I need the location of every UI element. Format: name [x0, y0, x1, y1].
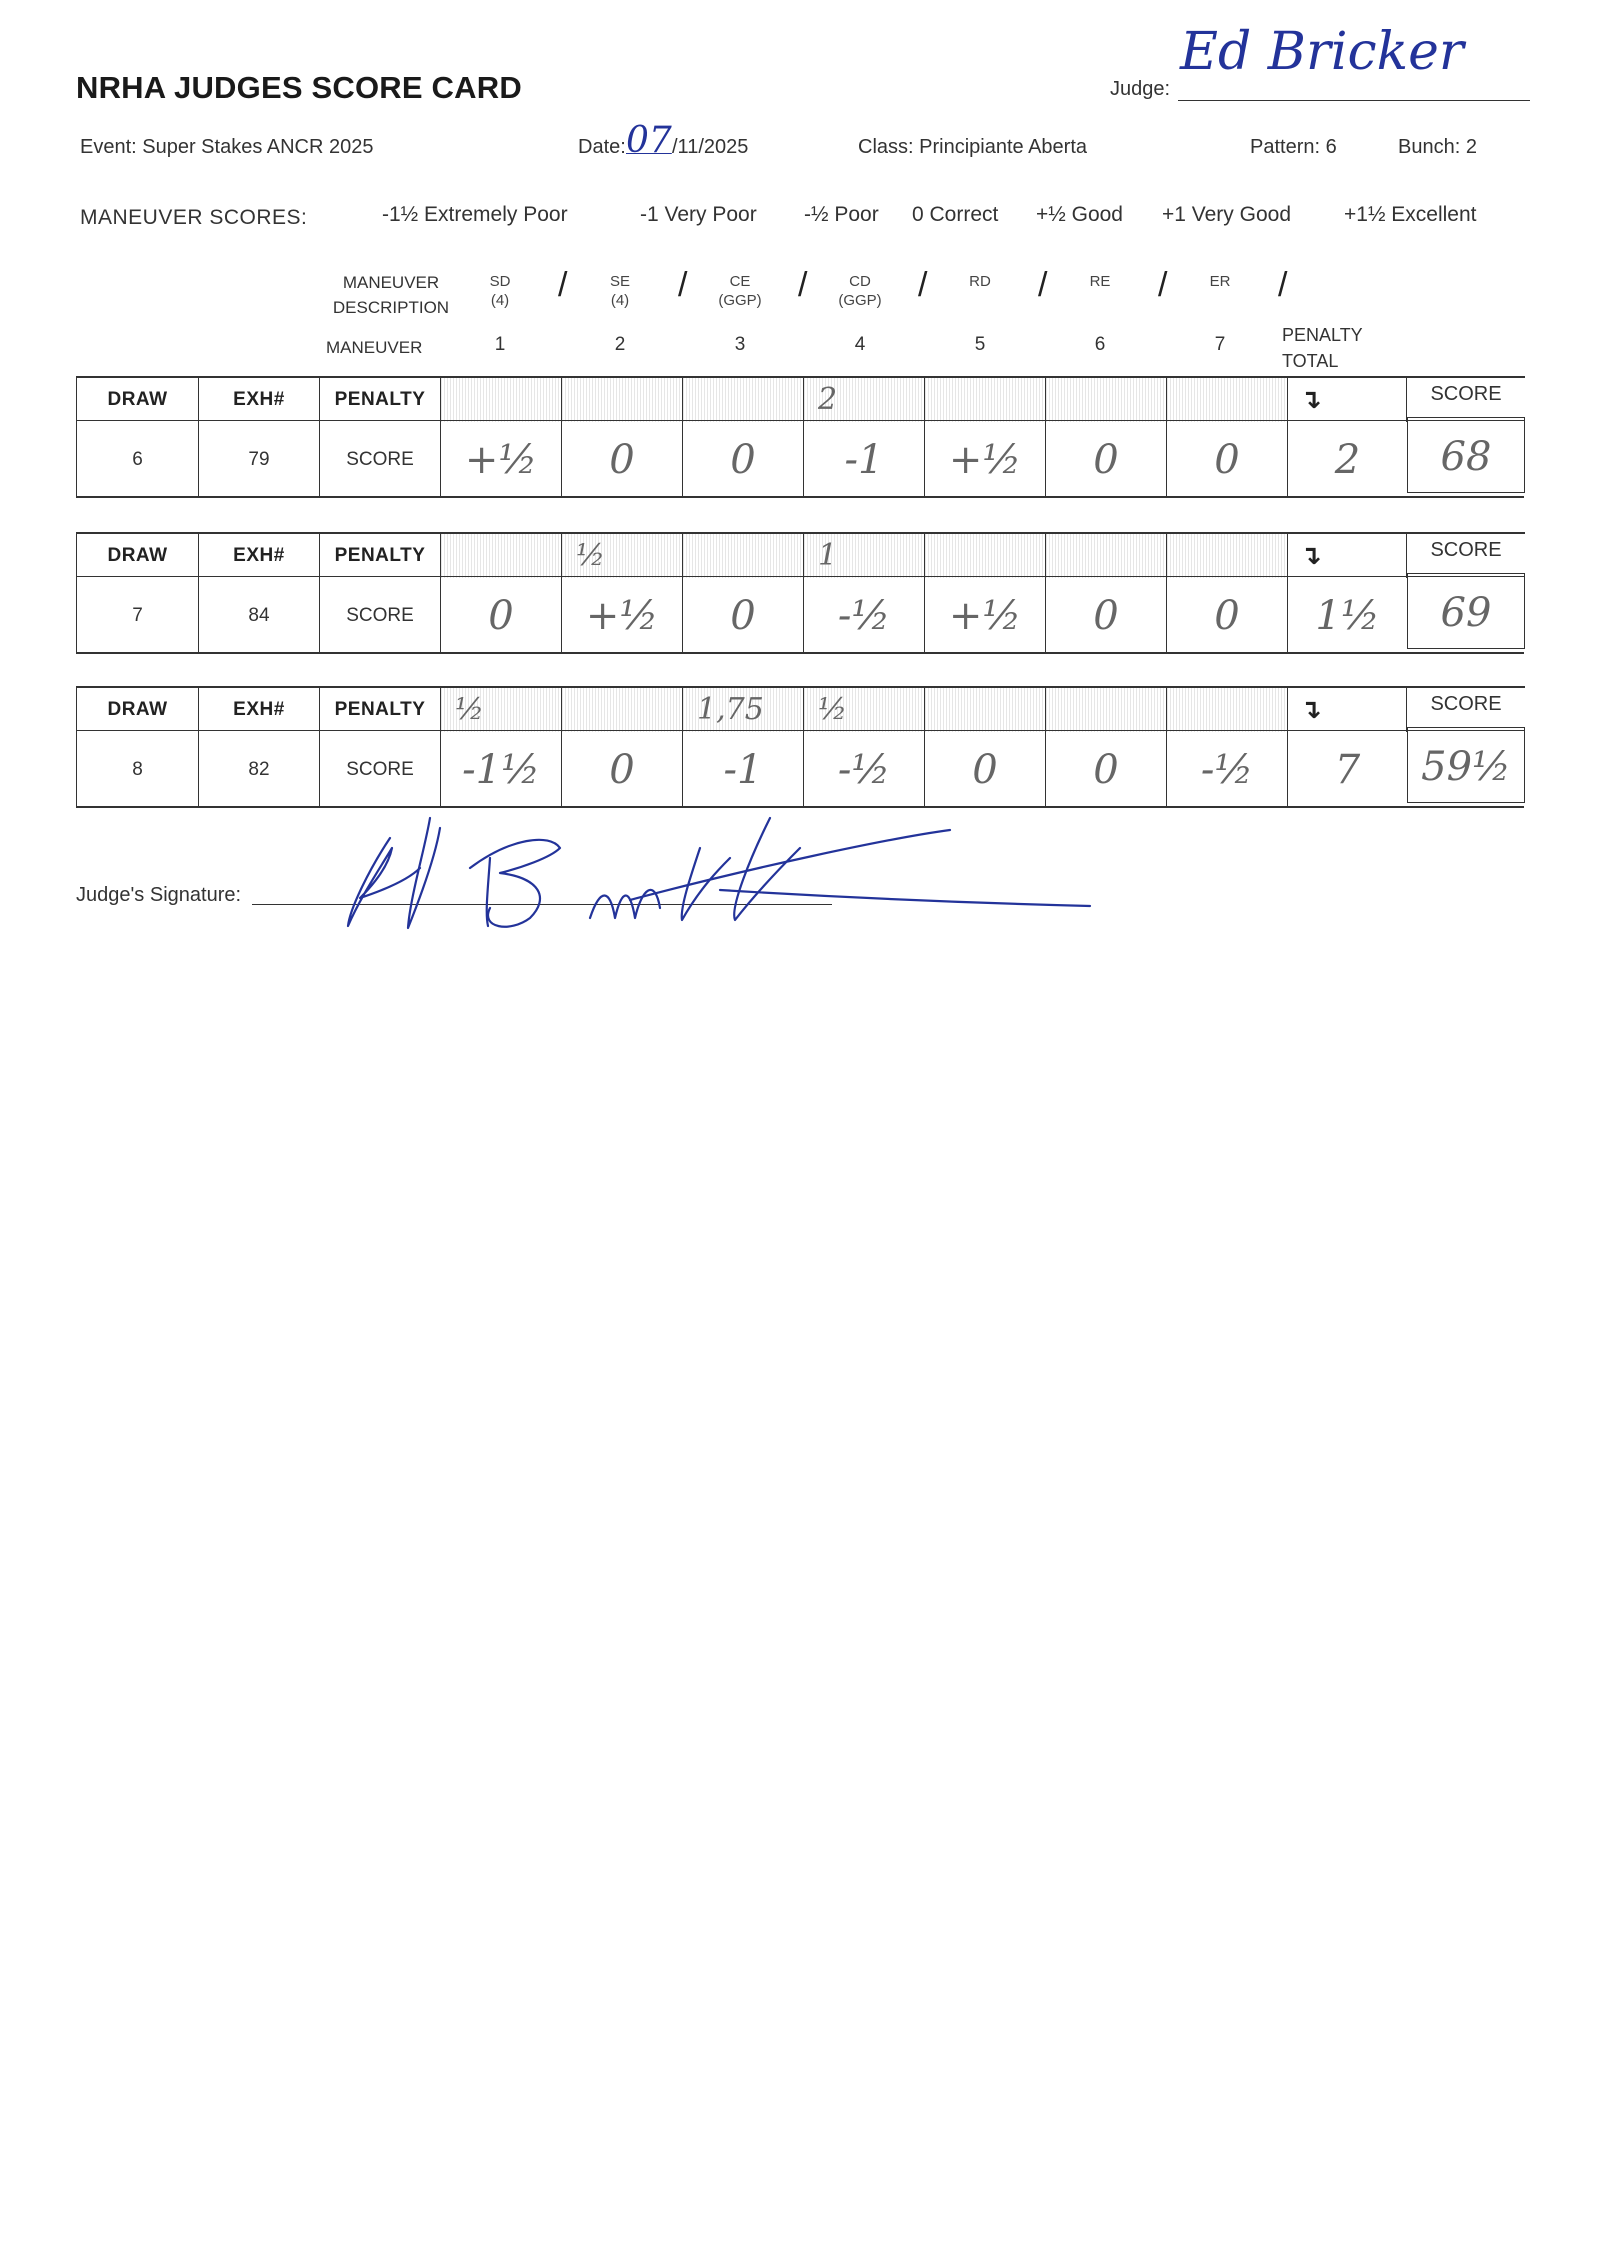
- exh-header: EXH#: [198, 688, 319, 732]
- maneuver-code-sub: (GGP): [718, 292, 762, 309]
- scale-item: -½ Poor: [804, 203, 879, 226]
- penalty-cell[interactable]: 1: [803, 534, 924, 578]
- penalty-cell[interactable]: [682, 378, 803, 422]
- maneuver-description-label: MANEUVER DESCRIPTION: [332, 273, 450, 317]
- maneuver-number: 4: [854, 334, 866, 355]
- penalty-cell[interactable]: [924, 688, 1045, 732]
- exh-value: 84: [198, 577, 319, 653]
- maneuver-code-name: RE: [1089, 273, 1111, 290]
- maneuver-code-name: SD: [489, 273, 511, 290]
- maneuver-score-cell[interactable]: 0: [561, 731, 682, 807]
- final-score-cell[interactable]: 68: [1407, 417, 1525, 493]
- maneuver-score-cell[interactable]: 0: [1045, 731, 1166, 807]
- judge-signature: [330, 808, 1150, 938]
- maneuver-code-sub: (4): [490, 292, 510, 309]
- maneuver-score-cell[interactable]: 0: [1045, 577, 1166, 653]
- penalty-cell[interactable]: 1,75: [682, 688, 803, 732]
- maneuver-score-cell[interactable]: 0: [440, 577, 561, 653]
- maneuver-number: 1: [494, 334, 506, 355]
- penalty-cell[interactable]: [1045, 688, 1166, 732]
- signature-label: Judge's Signature:: [76, 884, 242, 906]
- maneuver-code: [1065, 272, 1135, 291]
- arrow-down-icon: ↴: [1287, 378, 1407, 422]
- maneuver-score-cell[interactable]: 0: [1166, 577, 1287, 653]
- judge-label: Judge:: [1110, 78, 1171, 100]
- judge-name-handwritten: Ed Bricker: [1180, 22, 1464, 82]
- score-row-label: SCORE: [319, 421, 440, 497]
- date-rest: /11/2025: [672, 136, 749, 158]
- maneuver-number: 2: [614, 334, 626, 355]
- penalty-cell[interactable]: [1166, 534, 1287, 578]
- penalty-cell[interactable]: ½: [440, 688, 561, 732]
- judge-line: [1178, 100, 1530, 101]
- bunch: Bunch: 2: [1398, 136, 1477, 158]
- maneuver-code-sub: (4): [610, 292, 630, 309]
- score-row: [76, 730, 1524, 808]
- score-row: [76, 576, 1524, 654]
- scale-item: +1½ Excellent: [1344, 203, 1477, 226]
- separator-slash: /: [1158, 266, 1168, 304]
- maneuver-label: MANEUVER: [326, 338, 423, 357]
- scale-item: -1½ Extremely Poor: [382, 203, 568, 226]
- draw-value: 6: [132, 449, 143, 470]
- maneuver-code-name: SE: [609, 273, 630, 290]
- maneuver-score-cell[interactable]: -½: [803, 731, 924, 807]
- maneuver-code-name: CD: [849, 273, 871, 290]
- score-row: [76, 420, 1524, 498]
- penalty-cell[interactable]: [1045, 534, 1166, 578]
- maneuver-code: [825, 272, 895, 310]
- penalty-cell[interactable]: 2: [803, 378, 924, 422]
- maneuver-number: 6: [1094, 334, 1106, 355]
- scale-item: +½ Good: [1036, 203, 1123, 226]
- score-column-label: SCORE: [1430, 383, 1502, 405]
- exh-value: 79: [198, 421, 319, 497]
- penalty-cell[interactable]: ½: [561, 534, 682, 578]
- draw-header: DRAW: [107, 699, 168, 720]
- maneuver-code-name: ER: [1209, 273, 1231, 290]
- penalty-total-cell[interactable]: 7: [1287, 731, 1407, 807]
- maneuver-score-cell[interactable]: -1: [803, 421, 924, 497]
- maneuver-code: [705, 272, 775, 310]
- maneuver-code-name: CE: [729, 273, 751, 290]
- draw-value: 7: [132, 605, 143, 626]
- separator-slash: /: [1278, 266, 1288, 304]
- date-day-handwritten: 07: [626, 120, 672, 161]
- scale-item: 0 Correct: [912, 203, 999, 226]
- maneuver-number: 7: [1214, 334, 1226, 355]
- penalty-cell[interactable]: [924, 378, 1045, 422]
- penalty-cell[interactable]: [561, 378, 682, 422]
- separator-slash: /: [558, 266, 568, 304]
- pattern: Pattern: 6: [1250, 136, 1337, 158]
- penalty-cell[interactable]: [1045, 378, 1166, 422]
- maneuver-code-sub: (GGP): [838, 292, 882, 309]
- maneuver-score-cell[interactable]: +½: [924, 577, 1045, 653]
- penalty-header: PENALTY: [319, 378, 440, 422]
- maneuver-score-cell[interactable]: -1½: [440, 731, 561, 807]
- maneuver-score-cell[interactable]: 0: [561, 421, 682, 497]
- penalty-cell[interactable]: [440, 534, 561, 578]
- final-score-cell[interactable]: 59½: [1407, 727, 1525, 803]
- penalty-cell[interactable]: [924, 534, 1045, 578]
- date-label: Date:: [578, 136, 626, 158]
- maneuver-code: [585, 272, 655, 310]
- maneuver-score-cell[interactable]: 0: [1045, 421, 1166, 497]
- penalty-total-cell[interactable]: 1½: [1287, 577, 1407, 653]
- penalty-total-cell[interactable]: 2: [1287, 421, 1407, 497]
- final-score-cell[interactable]: 69: [1407, 573, 1525, 649]
- run-block: [76, 376, 1524, 498]
- maneuver-score-cell[interactable]: +½: [440, 421, 561, 497]
- maneuver-score-cell[interactable]: +½: [561, 577, 682, 653]
- penalty-cell[interactable]: ½: [803, 688, 924, 732]
- exh-header: EXH#: [198, 534, 319, 578]
- scale-item: -1 Very Poor: [640, 203, 757, 226]
- separator-slash: /: [678, 266, 688, 304]
- penalty-cell[interactable]: [561, 688, 682, 732]
- event-name: Event: Super Stakes ANCR 2025: [80, 136, 374, 158]
- penalty-cell[interactable]: [1166, 688, 1287, 732]
- draw-value: 8: [132, 759, 143, 780]
- maneuver-score-cell[interactable]: -1: [682, 731, 803, 807]
- separator-slash: /: [918, 266, 928, 304]
- maneuver-score-cell[interactable]: 0: [924, 731, 1045, 807]
- maneuver-number: 3: [734, 334, 746, 355]
- penalty-cell[interactable]: [682, 534, 803, 578]
- maneuver-scores-label: MANEUVER SCORES:: [80, 206, 308, 229]
- penalty-row: [76, 686, 1525, 732]
- maneuver-score-cell[interactable]: 0: [1166, 421, 1287, 497]
- penalty-header: PENALTY: [319, 534, 440, 578]
- maneuver-code-name: RD: [969, 273, 991, 290]
- maneuver-score-cell[interactable]: -½: [803, 577, 924, 653]
- scale-item: +1 Very Good: [1162, 203, 1292, 226]
- maneuver-code: [465, 272, 535, 310]
- score-column-label: SCORE: [1430, 539, 1502, 561]
- penalty-header: PENALTY: [319, 688, 440, 732]
- penalty-row: [76, 376, 1525, 422]
- penalty-total-label: PENALTY TOTAL: [1282, 325, 1363, 371]
- exh-header: EXH#: [198, 378, 319, 422]
- arrow-down-icon: ↴: [1287, 534, 1407, 578]
- maneuver-score-cell[interactable]: +½: [924, 421, 1045, 497]
- maneuver-score-cell[interactable]: 0: [682, 577, 803, 653]
- separator-slash: /: [798, 266, 808, 304]
- exh-value: 82: [198, 731, 319, 807]
- maneuver-number: 5: [974, 334, 986, 355]
- draw-header: DRAW: [107, 389, 168, 410]
- run-block: [76, 532, 1524, 654]
- maneuver-code: [1185, 272, 1255, 291]
- run-block: [76, 686, 1524, 808]
- penalty-row: [76, 532, 1525, 578]
- score-row-label: SCORE: [319, 577, 440, 653]
- page-title: NRHA JUDGES SCORE CARD: [76, 70, 522, 105]
- draw-header: DRAW: [107, 545, 168, 566]
- score-column-label: SCORE: [1430, 693, 1502, 715]
- separator-slash: /: [1038, 266, 1048, 304]
- maneuver-code: [945, 272, 1015, 291]
- class-name: Class: Principiante Aberta: [858, 136, 1088, 158]
- score-row-label: SCORE: [319, 731, 440, 807]
- maneuver-score-cell[interactable]: 0: [682, 421, 803, 497]
- penalty-cell[interactable]: [440, 378, 561, 422]
- maneuver-score-cell[interactable]: -½: [1166, 731, 1287, 807]
- penalty-cell[interactable]: [1166, 378, 1287, 422]
- arrow-down-icon: ↴: [1287, 688, 1407, 732]
